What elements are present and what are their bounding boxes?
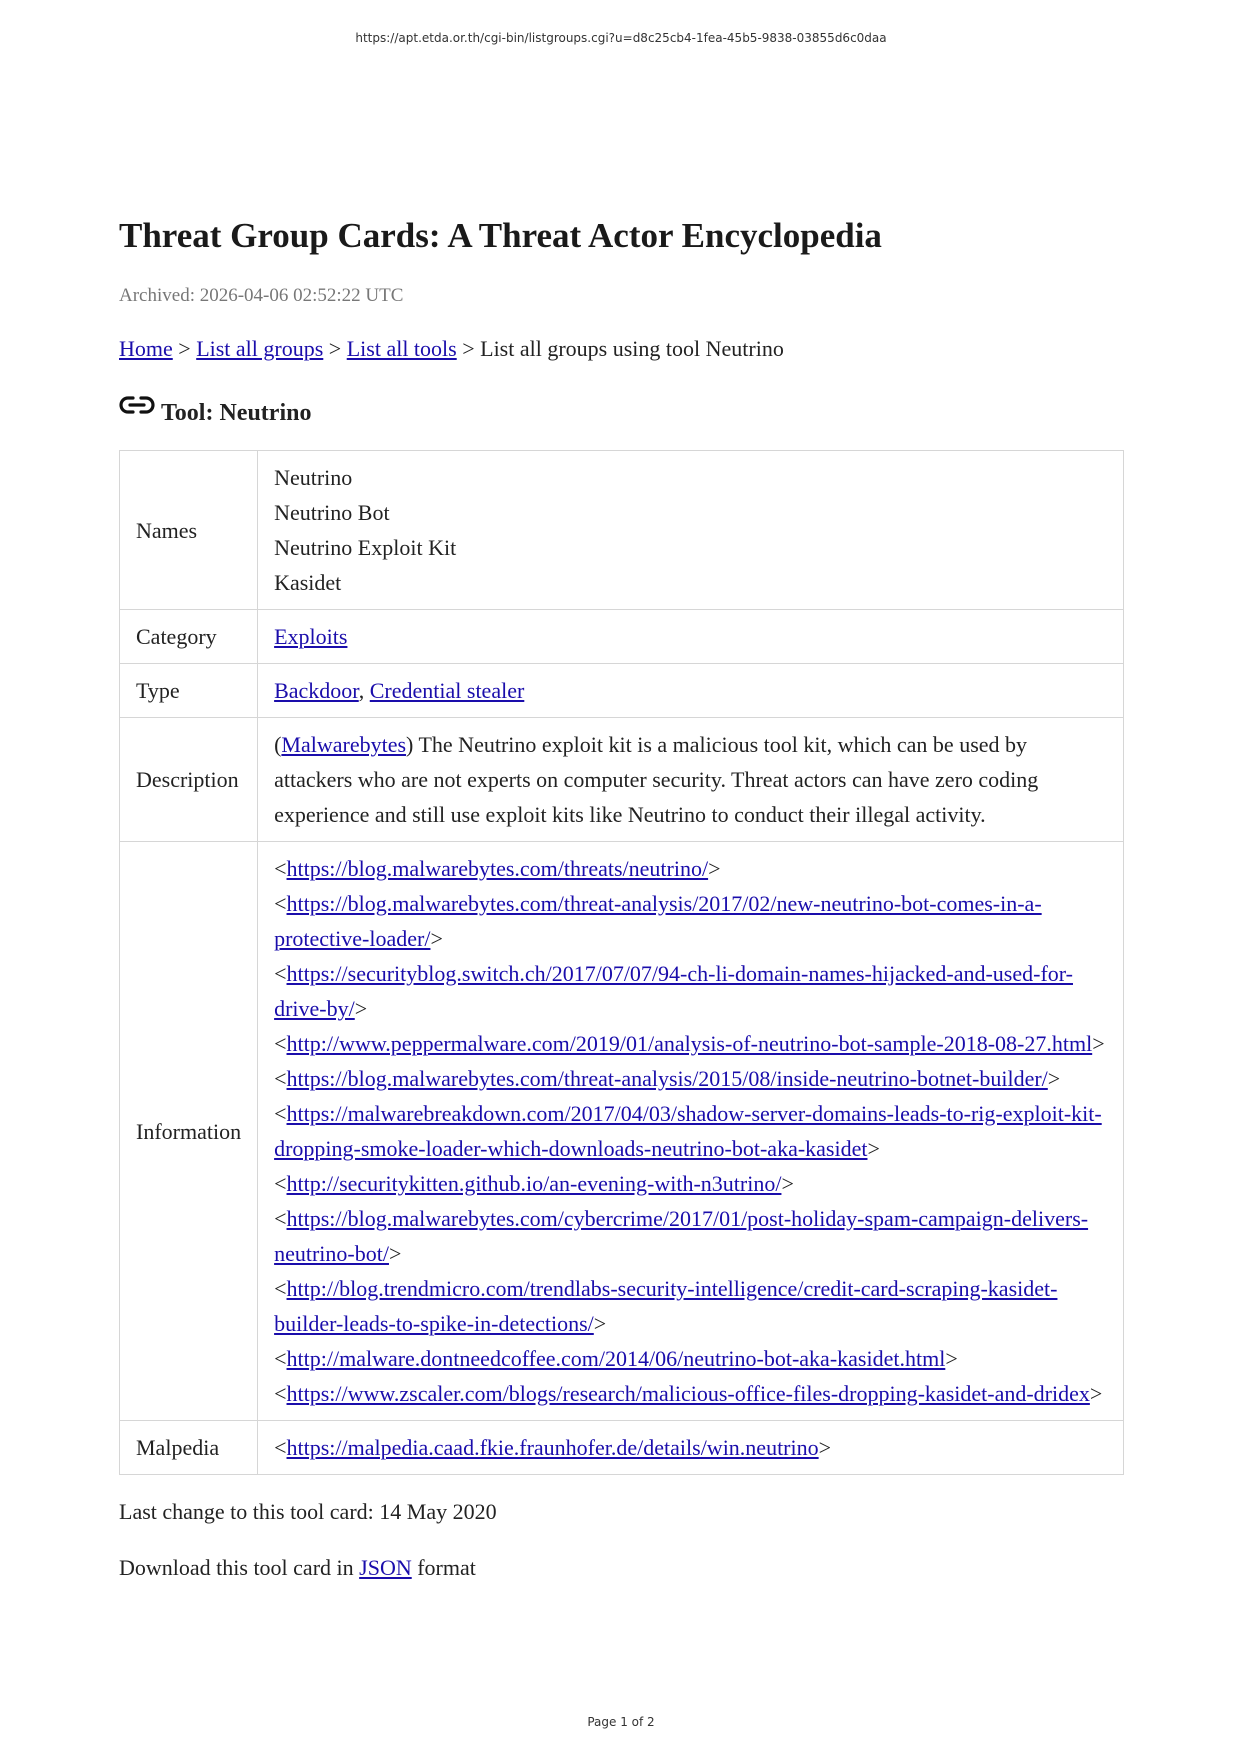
tool-heading [119,398,1124,428]
breadcrumb-groups-link[interactable]: List all groups [196,336,324,361]
page-number: Page 1 of 2 [587,1715,655,1729]
breadcrumb [119,334,1124,364]
table-row-names [120,451,1124,610]
description-text: ) The Neutrino exploit kit is a malicious tool kit, which can be used by attackers who are not experts on computer security. Threat actors can have zero coding experience and still use exploit kits like Neutrino to conduct their illegal activity. [274,732,1039,827]
archived-timestamp: Archived: 2026-04-06 02:52:22 UTC [119,285,404,306]
malpedia-label: Malpedia [120,1421,258,1475]
information-item: <http://malware.dontneedcoffee.com/2014/06/neutrino-bot-aka-kasidet.html> [274,1346,958,1371]
malpedia-cell: <https://malpedia.caad.fkie.fraunhofer.de/details/win.neutrino> [258,1421,1124,1475]
information-item: <http://www.peppermalware.com/2019/01/analysis-of-neutrino-bot-sample-2018-08-27.html> [274,1031,1105,1056]
breadcrumb-separator: > [323,336,347,361]
information-label: Information [120,842,258,1421]
download-suffix: format [411,1555,476,1580]
information-link[interactable]: https://blog.malwarebytes.com/threat-analysis/2017/02/new-neutrino-bot-comes-in-a-protective-loader/ [274,891,1042,951]
malpedia-link[interactable]: https://malpedia.caad.fkie.fraunhofer.de/details/win.neutrino [286,1435,819,1460]
information-link[interactable]: http://malware.dontneedcoffee.com/2014/06/neutrino-bot-aka-kasidet.html [286,1346,946,1371]
information-link[interactable]: http://blog.trendmicro.com/trendlabs-security-intelligence/credit-card-scraping-kasidet-builder-leads-to-spike-in-detections/ [274,1276,1058,1336]
category-label: Category [120,610,258,664]
breadcrumb-tools-link[interactable]: List all tools [346,336,457,361]
print-header-url: https://apt.etda.or.th/cgi-bin/listgroups.cgi?u=d8c25cb4-1fea-45b5-9838-03855d6c0daa [355,31,887,45]
type-separator: , [358,678,370,703]
name-item: Neutrino Exploit Kit [274,535,457,560]
tool-heading-text: Tool: Neutrino [161,400,312,426]
category-link[interactable]: Exploits [274,624,348,649]
information-item: <https://blog.malwarebytes.com/threats/neutrino/> [274,856,721,881]
information-item: <https://blog.malwarebytes.com/threat-analysis/2015/08/inside-neutrino-botnet-builder/> [274,1066,1061,1091]
information-link[interactable]: http://securitykitten.github.io/an-evening-with-n3utrino/ [286,1171,782,1196]
table-row-malpedia [120,1421,1124,1475]
name-item: Kasidet [274,570,342,595]
information-cell [258,842,1124,1421]
information-link[interactable]: https://www.zscaler.com/blogs/research/malicious-office-files-dropping-kasidet-and-dridex [286,1381,1090,1406]
download-prefix: Download this tool card in [119,1555,360,1580]
information-item: <https://blog.malwarebytes.com/cybercrime/2017/01/post-holiday-spam-campaign-delivers-neutrino-bot/> [274,1206,1089,1266]
name-item: Neutrino Bot [274,500,390,525]
information-link[interactable]: https://blog.malwarebytes.com/threats/neutrino/ [286,856,709,881]
information-item: <https://blog.malwarebytes.com/threat-analysis/2017/02/new-neutrino-bot-comes-in-a-protective-loader/> [274,891,1042,951]
breadcrumb-current: > List all groups using tool Neutrino [456,336,784,361]
link-icon [119,390,155,420]
names-cell [258,451,1124,610]
information-item: <https://www.zscaler.com/blogs/research/malicious-office-files-dropping-kasidet-and-dridex> [274,1381,1103,1406]
description-open-paren: ( [274,732,282,757]
type-cell [258,664,1124,718]
table-row-category [120,610,1124,664]
description-cell [258,718,1124,842]
information-link[interactable]: https://securityblog.switch.ch/2017/07/07/94-ch-li-domain-names-hijacked-and-used-for-drive-by/ [274,961,1073,1021]
category-cell [258,610,1124,664]
breadcrumb-separator: > [172,336,197,361]
download-line [119,1553,1124,1583]
information-item: <http://securitykitten.github.io/an-evening-with-n3utrino/> [274,1171,794,1196]
name-item: Neutrino [274,465,353,490]
type-backdoor-link[interactable]: Backdoor [274,678,359,703]
main-content [119,210,1124,1583]
information-item: <https://malwarebreakdown.com/2017/04/03/shadow-server-domains-leads-to-rig-exploit-kit-dropping-smoke-loader-which-downloads-neutrino-bot-aka-kasidet> [274,1101,1102,1161]
information-link[interactable]: https://malwarebreakdown.com/2017/04/03/shadow-server-domains-leads-to-rig-exploit-kit-dropping-smoke-loader-which-downloads-neutrino-bot-aka-kasidet [274,1101,1102,1161]
breadcrumb-home-link[interactable]: Home [119,336,173,361]
information-link[interactable]: https://blog.malwarebytes.com/cybercrime/2017/01/post-holiday-spam-campaign-delivers-neutrino-bot/ [274,1206,1089,1266]
table-row-description [120,718,1124,842]
tool-card-table [119,450,1124,1475]
information-link[interactable]: http://www.peppermalware.com/2019/01/analysis-of-neutrino-bot-sample-2018-08-27.html [286,1031,1093,1056]
table-row-type [120,664,1124,718]
page-title: Threat Group Cards: A Threat Actor Encyclopedia [119,216,882,255]
names-label: Names [120,451,258,610]
information-item: <https://securityblog.switch.ch/2017/07/07/94-ch-li-domain-names-hijacked-and-used-for-drive-by/> [274,961,1073,1021]
description-label: Description [120,718,258,842]
type-label: Type [120,664,258,718]
table-row-information [120,842,1124,1421]
information-item: <http://blog.trendmicro.com/trendlabs-security-intelligence/credit-card-scraping-kasidet-builder-leads-to-spike-in-detections/> [274,1276,1058,1336]
information-link[interactable]: https://blog.malwarebytes.com/threat-analysis/2015/08/inside-neutrino-botnet-builder/ [286,1066,1048,1091]
last-change-text: Last change to this tool card: 14 May 2020 [119,1499,497,1524]
json-download-link[interactable]: JSON [359,1555,412,1580]
description-source-link[interactable]: Malwarebytes [281,732,407,757]
type-credential-stealer-link[interactable]: Credential stealer [369,678,525,703]
